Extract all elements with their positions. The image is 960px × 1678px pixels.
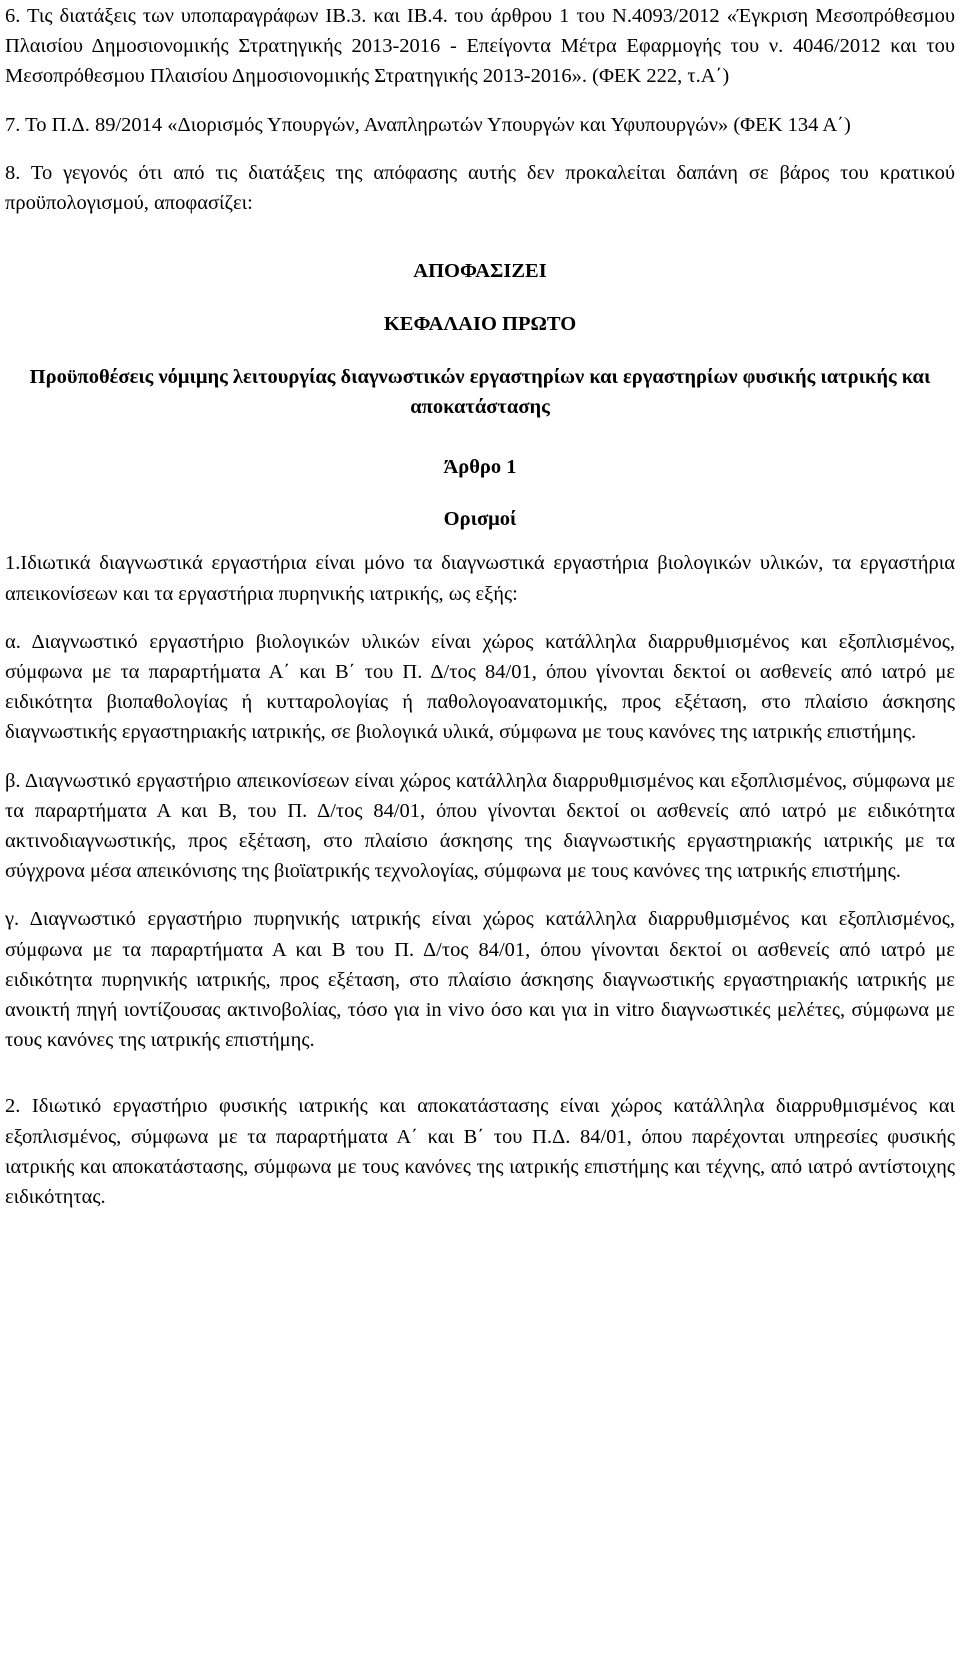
article-1-item-alpha: α. Διαγνωστικό εργαστήριο βιολογικών υλικών είναι χώρος κατάλληλα διαρρυθμισμένος και εξοπλισμένος, σύμφωνα με τα παραρτήματα Α΄ και Β΄ του Π. Δ/τος 84/01, όπου γίνονται δεκτοί οι ασθενείς από ιατρό με ειδικότητα βιοπαθολογίας ή κυτταρολογίας ή παθολογοανατομικής, προς εξέταση, στο πλαίσιο άσκησης διαγνωστικής εργαστηριακής ιατρικής, σε βιολογικά υλικά, σύμφωνα με τους κανόνες της ιατρικής επιστήμης. — [5, 630, 955, 744]
preamble-item-8: 8. Το γεγονός ότι από τις διατάξεις της απόφασης αυτής δεν προκαλείται δαπάνη σε βάρος του κρατικού προϋπολογισμού, αποφασίζει: — [5, 161, 955, 215]
preamble-item-6: 6. Τις διατάξεις των υποπαραγράφων ΙΒ.3. και ΙΒ.4. του άρθρου 1 του Ν.4093/2012 «Έγκριση Μεσοπρόθεσμου Πλαισίου Δημοσιονομικής Στρατηγικής 2013-2016 - Επείγοντα Μέτρα Εφαρμογής του ν. 4046/2012 και του Μεσοπρόθεσμου Πλαισίου Δημοσιονομικής Στρατηγικής 2013-2016». (ΦΕΚ 222, τ.Α΄) — [5, 5, 955, 88]
decides-heading: ΑΠΟΦΑΣΙΖΕΙ — [413, 260, 547, 283]
article-title: Ορισμοί — [443, 508, 517, 531]
article-1-paragraph-1: 1.Ιδιωτικά διαγνωστικά εργαστήρια είναι μόνο τα διαγνωστικά εργαστήρια βιολογικών υλικών, τα εργαστήρια απεικονίσεων και τα εργαστήρια πυρηνικής ιατρικής, ως εξής: — [5, 552, 955, 605]
article-1-item-gamma: γ. Διαγνωστικό εργαστήριο πυρηνικής ιατρικής είναι χώρος κατάλληλα διαρρυθμισμένος και εξοπλισμένος, σύμφωνα με τα παραρτήματα Α και Β του Π. Δ/τος 84/01, όπου γίνονται δεκτοί οι ασθενείς από ιατρό με ειδικότητα πυρηνικής ιατρικής, προς εξέταση, στο πλαίσιο άσκησης διαγνωστικής εργαστηριακής ιατρικής με ανοικτή πηγή ιοντίζουσας ακτινοβολίας, τόσο για in vivo όσο και για in vitro διαγνωστικές μελέτες, σύμφωνα με τους κανόνες της ιατρικής επιστήμης. — [5, 908, 955, 1052]
article-1-item-beta: β. Διαγνωστικό εργαστήριο απεικονίσεων είναι χώρος κατάλληλα διαρρυθμισμένος και εξοπλισμένος, σύμφωνα με τα παραρτήματα Α και Β, του Π. Δ/τος 84/01, όπου γίνονται δεκτοί οι ασθενείς από ιατρό με ειδικότητα ακτινοδιαγνωστικής, προς εξέταση, στο πλαίσιο άσκησης της διαγνωστικής εργαστηριακής ιατρικής με τα σύγχρονα μέσα απεικόνισης της βιοϊατρικής τεχνολογίας, σύμφωνα με τους κανόνες της ιατρικής επιστήμης. — [5, 769, 955, 883]
article-heading: Άρθρο 1 — [443, 456, 517, 479]
preamble-item-7: 7. Το Π.Δ. 89/2014 «Διορισμός Υπουργών, Αναπληρωτών Υπουργών και Υφυπουργών» (ΦΕΚ 134 Α΄) — [5, 113, 851, 136]
chapter-heading: ΚΕΦΑΛΑΙΟ ΠΡΩΤΟ — [383, 313, 577, 336]
article-1-paragraph-2: 2. Ιδιωτικό εργαστήριο φυσικής ιατρικής και αποκατάστασης είναι χώρος κατάλληλα διαρρυθμισμένος και εξοπλισμένος, σύμφωνα με τα παραρτήματα Α΄ και Β΄ του Π.Δ. 84/01, όπου παρέχονται υπηρεσίες φυσικής ιατρικής και αποκατάστασης, σύμφωνα με τους κανόνες της ιατρικής επιστήμης και τέχνης, από ιατρό αντίστοιχης ειδικότητας. — [5, 1095, 955, 1209]
chapter-title: Προϋποθέσεις νόμιμης λειτουργίας διαγνωστικών εργαστηρίων και εργαστηρίων φυσικής ιατρικής και αποκατάστασης — [29, 365, 931, 418]
